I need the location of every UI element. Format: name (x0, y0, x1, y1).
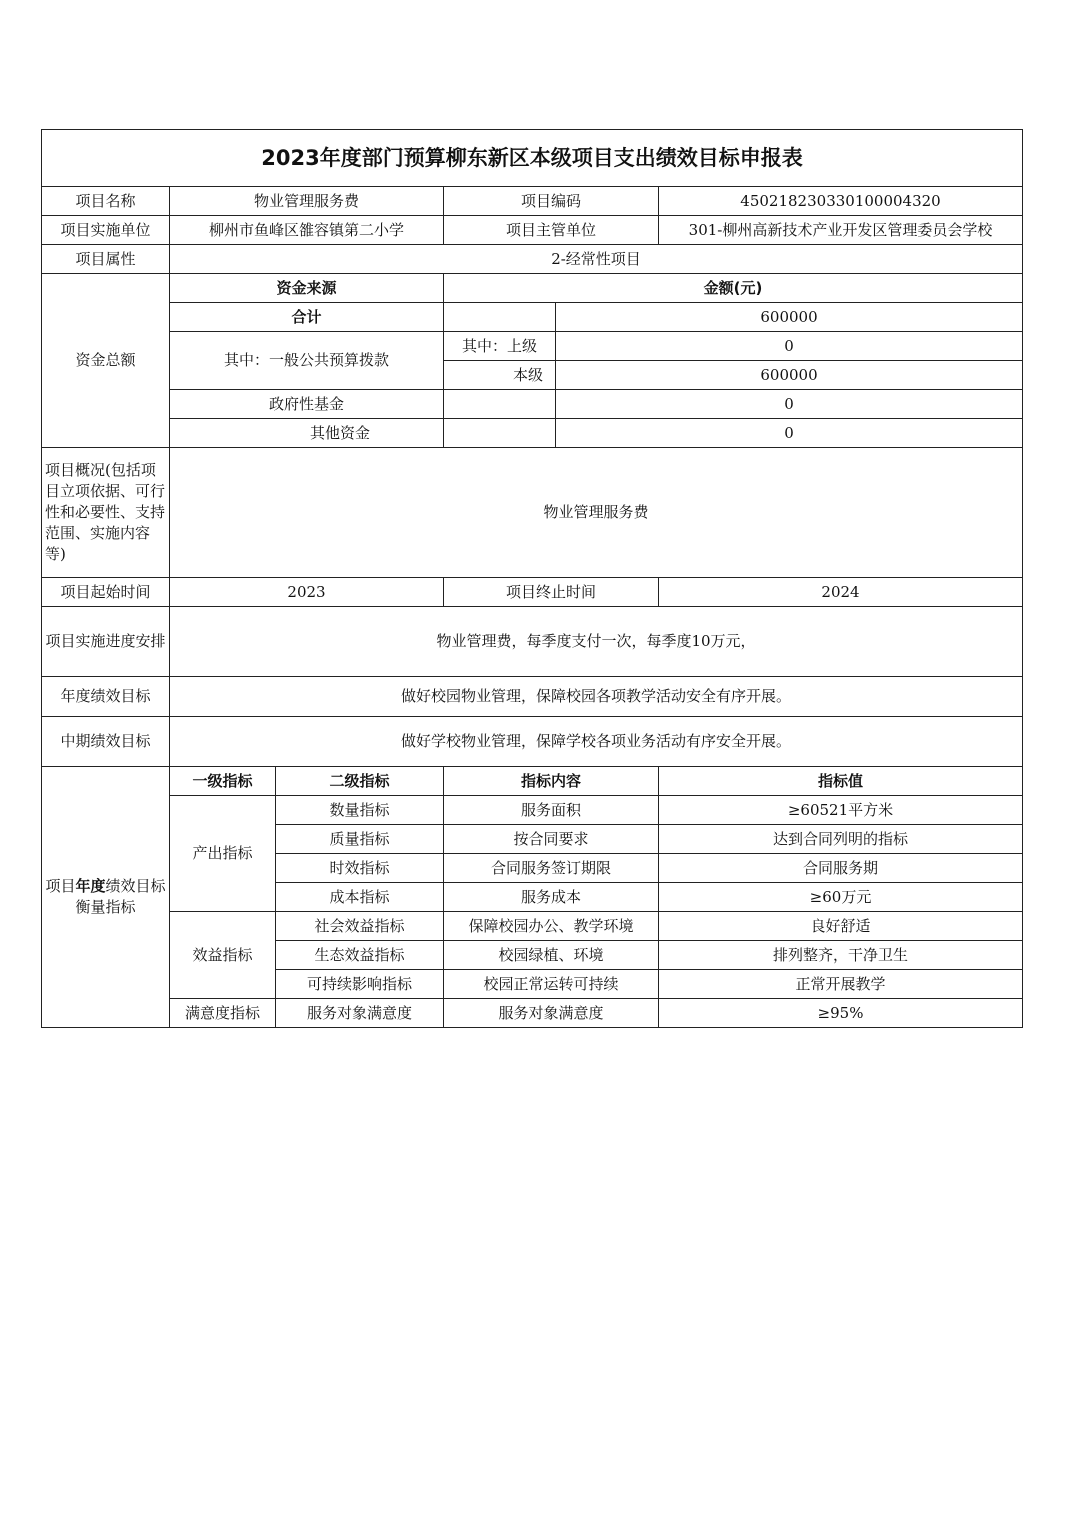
start-time-label: 项目起始时间 (42, 578, 170, 607)
indicator-value: 良好舒适 (659, 912, 1023, 941)
header-value: 指标值 (659, 767, 1023, 796)
total-label: 合计 (170, 303, 444, 332)
indicators-label-post: 绩效目标衡量指标 (75, 877, 166, 916)
indicator-l2: 数量指标 (276, 796, 444, 825)
overview-label: 项目概况(包括项目立项依据、可行性和必要性、支持范围、实施内容等) (42, 448, 170, 578)
group-satisfaction: 满意度指标 (170, 999, 276, 1028)
indicator-content: 校园绿植、环境 (444, 941, 659, 970)
indicator-value: ≥60521平方米 (659, 796, 1023, 825)
gov-fund-blank-cell (444, 390, 556, 419)
other-fund-blank-cell (444, 419, 556, 448)
midterm-goal-value: 做好学校物业管理，保障学校各项业务活动有序安全开展。 (170, 717, 1023, 767)
project-name-value: 物业管理服务费 (170, 187, 444, 216)
annual-goal-value: 做好校园物业管理，保障校园各项教学活动安全有序开展。 (170, 677, 1023, 717)
indicator-value: 达到合同列明的指标 (659, 825, 1023, 854)
indicator-l2: 时效指标 (276, 854, 444, 883)
supervisor-label: 项目主管单位 (444, 216, 659, 245)
indicator-l2: 服务对象满意度 (276, 999, 444, 1028)
impl-unit-value: 柳州市鱼峰区雒容镇第二小学 (170, 216, 444, 245)
supervisor-value: 301-柳州高新技术产业开发区管理委员会学校 (659, 216, 1023, 245)
general-budget-label: 其中：一般公共预算拨款 (170, 332, 444, 390)
indicators-label-bold: 年度 (75, 877, 106, 895)
indicator-l2: 可持续影响指标 (276, 970, 444, 999)
indicator-l2: 成本指标 (276, 883, 444, 912)
fund-source-header: 资金来源 (170, 274, 444, 303)
start-time-value: 2023 (170, 578, 444, 607)
schedule-label: 项目实施进度安排 (42, 607, 170, 677)
gov-fund-label: 政府性基金 (170, 390, 444, 419)
local-level-value: 600000 (556, 361, 1023, 390)
other-fund-label: 其他资金 (170, 419, 444, 448)
project-code-label: 项目编码 (444, 187, 659, 216)
indicator-value: 正常开展教学 (659, 970, 1023, 999)
performance-goal-table (41, 129, 1023, 1028)
indicator-content: 校园正常运转可持续 (444, 970, 659, 999)
indicator-value: 合同服务期 (659, 854, 1023, 883)
upper-level-value: 0 (556, 332, 1023, 361)
project-name-label: 项目名称 (42, 187, 170, 216)
project-attr-value: 2-经常性项目 (170, 245, 1023, 274)
header-content: 指标内容 (444, 767, 659, 796)
group-benefit: 效益指标 (170, 912, 276, 999)
indicator-value: ≥95% (659, 999, 1023, 1028)
total-blank-cell (444, 303, 556, 332)
project-code-value: 450218230330100004320 (659, 187, 1023, 216)
group-output: 产出指标 (170, 796, 276, 912)
indicator-content: 保障校园办公、教学环境 (444, 912, 659, 941)
indicator-value: 排列整齐，干净卫生 (659, 941, 1023, 970)
indicator-value: ≥60万元 (659, 883, 1023, 912)
gov-fund-value: 0 (556, 390, 1023, 419)
total-value: 600000 (556, 303, 1023, 332)
midterm-goal-label: 中期绩效目标 (42, 717, 170, 767)
indicator-content: 服务对象满意度 (444, 999, 659, 1028)
indicator-l2: 生态效益指标 (276, 941, 444, 970)
indicator-l2: 社会效益指标 (276, 912, 444, 941)
overview-value: 物业管理服务费 (170, 448, 1023, 578)
schedule-value: 物业管理费，每季度支付一次，每季度10万元， (170, 607, 1023, 677)
indicator-content: 服务成本 (444, 883, 659, 912)
header-level2: 二级指标 (276, 767, 444, 796)
indicators-label (42, 767, 170, 1028)
local-level-label: 本级 (444, 361, 556, 390)
indicator-content: 服务面积 (444, 796, 659, 825)
funds-label: 资金总额 (42, 274, 170, 448)
project-attr-label: 项目属性 (42, 245, 170, 274)
other-fund-value: 0 (556, 419, 1023, 448)
indicator-content: 合同服务签订期限 (444, 854, 659, 883)
indicators-label-pre: 项目 (45, 877, 76, 895)
end-time-label: 项目终止时间 (444, 578, 659, 607)
amount-header: 金额(元) (444, 274, 1023, 303)
end-time-value: 2024 (659, 578, 1023, 607)
header-level1: 一级指标 (170, 767, 276, 796)
impl-unit-label: 项目实施单位 (42, 216, 170, 245)
page-title: 2023年度部门预算柳东新区本级项目支出绩效目标申报表 (42, 130, 1023, 187)
indicator-l2: 质量指标 (276, 825, 444, 854)
indicator-content: 按合同要求 (444, 825, 659, 854)
annual-goal-label: 年度绩效目标 (42, 677, 170, 717)
upper-level-label: 其中：上级 (444, 332, 556, 361)
